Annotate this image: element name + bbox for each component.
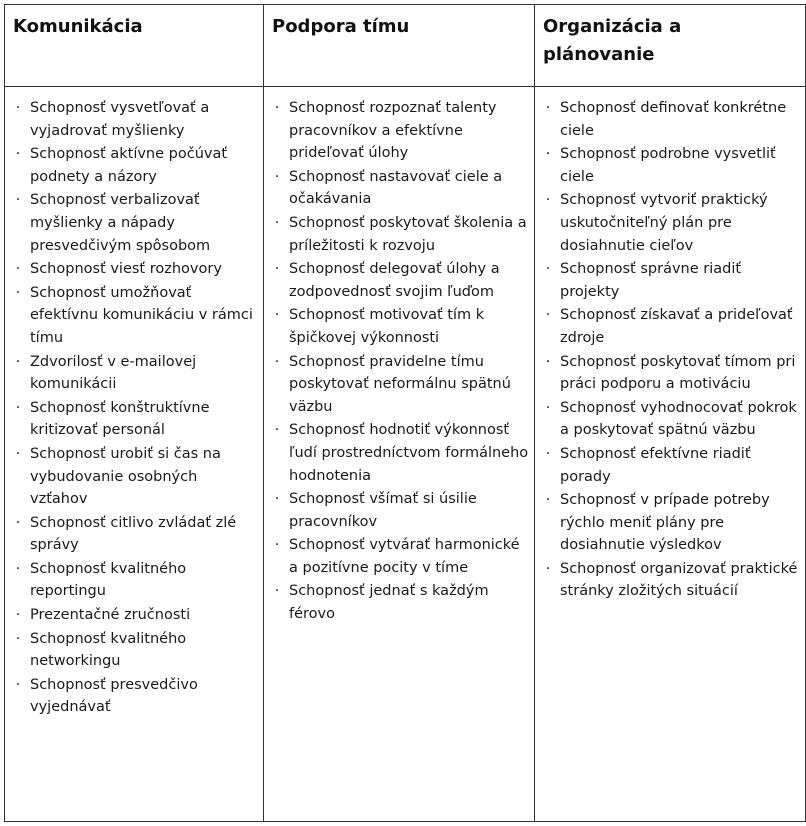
- bullet-icon: ·: [545, 261, 551, 278]
- column-cell-komunikacia: [5, 87, 264, 822]
- skill-text: Schopnosť kvalitného reportingu: [30, 560, 187, 600]
- skill-text: Schopnosť citlivo zvládať zlé správy: [30, 514, 237, 554]
- list-item: [268, 351, 530, 419]
- bullet-icon: ·: [274, 307, 280, 324]
- list-item: [539, 558, 801, 603]
- list-item: [9, 558, 259, 603]
- list-item: [9, 282, 259, 350]
- bullet-icon: ·: [15, 284, 21, 301]
- skill-text: Schopnosť všímať si úsilie pracovníkov: [289, 491, 477, 530]
- bullet-icon: ·: [545, 100, 551, 116]
- list-item: [9, 628, 259, 673]
- skill-text: Schopnosť poskytovať školenia a príležitosti k rozvoju: [289, 214, 527, 254]
- skills-table: [4, 4, 806, 822]
- bullet-icon: ·: [545, 146, 551, 163]
- bullet-icon: ·: [274, 353, 280, 370]
- header-row: [5, 5, 806, 87]
- list-item: [539, 397, 801, 442]
- skill-text: Schopnosť hodnotiť výkonnosť ľudí prostredníctvom formálneho hodnotenia: [289, 422, 529, 484]
- list-item: [9, 143, 259, 188]
- bullet-icon: ·: [15, 146, 21, 163]
- list-item: [9, 97, 259, 142]
- list-item: [268, 488, 530, 533]
- skill-text: Schopnosť poskytovať tímom pri práci podporu a motiváciu: [560, 353, 796, 393]
- skill-text: Schopnosť aktívne počúvať podnety a názory: [30, 146, 228, 185]
- list-item: [9, 443, 259, 511]
- list-item: [539, 489, 801, 557]
- bullet-icon: ·: [274, 100, 280, 116]
- bullet-icon: ·: [15, 399, 21, 416]
- skill-text: Schopnosť delegovať úlohy a zodpovednosť svojim ľuďom: [289, 261, 500, 300]
- column-header-organizacia-planovanie: Organizácia a plánovanie: [535, 5, 806, 87]
- skill-text: Schopnosť motivovať tím k špičkovej výkonnosti: [289, 307, 485, 346]
- list-item: [268, 212, 530, 257]
- bullet-icon: ·: [274, 583, 280, 600]
- skill-text: Schopnosť vytvoriť praktický uskutočniteľný plán pre dosiahnutie cieľov: [560, 192, 768, 254]
- bullet-icon: ·: [274, 491, 280, 508]
- list-item: [539, 443, 801, 488]
- skill-text: Schopnosť jednať s každým férovo: [289, 583, 489, 623]
- list-item: [539, 258, 801, 303]
- list-item: [268, 580, 530, 625]
- skill-text: Schopnosť správne riadiť projekty: [560, 261, 742, 300]
- skill-text: Schopnosť efektívne riadiť porady: [560, 445, 751, 485]
- skill-text: Schopnosť verbalizovať myšlienky a nápady presvedčivým spôsobom: [30, 192, 211, 254]
- skill-text: Schopnosť vytvárať harmonické a pozitívne pocity v tíme: [289, 537, 520, 576]
- content-row: [5, 87, 806, 822]
- list-item: [9, 189, 259, 257]
- list-item: [9, 512, 259, 557]
- skill-text: Schopnosť vysvetľovať a vyjadrovať myšlienky: [30, 100, 210, 139]
- skill-text: Schopnosť viesť rozhovory: [30, 261, 222, 278]
- list-item: [268, 97, 530, 165]
- bullet-icon: ·: [545, 353, 551, 370]
- list-item: [268, 166, 530, 211]
- skill-text: Schopnosť získavať a prideľovať zdroje: [560, 307, 793, 346]
- bullet-icon: ·: [15, 353, 21, 370]
- list-item: [268, 419, 530, 487]
- bullet-icon: ·: [15, 514, 21, 531]
- bullet-icon: ·: [545, 560, 551, 577]
- bullet-icon: ·: [15, 607, 21, 624]
- bullet-icon: ·: [274, 537, 280, 554]
- bullet-icon: ·: [545, 192, 551, 209]
- list-item: [539, 189, 801, 257]
- bullet-icon: ·: [545, 307, 551, 324]
- list-item: [539, 351, 801, 396]
- skill-text: Schopnosť v prípade potreby rýchlo meniť plány pre dosiahnutie výsledkov: [560, 492, 770, 554]
- bullet-icon: ·: [545, 492, 551, 509]
- skill-list-podpora-timu: [268, 97, 530, 626]
- skill-text: Schopnosť podrobne vysvetliť ciele: [560, 146, 776, 185]
- bullet-icon: ·: [545, 445, 551, 462]
- skill-list-organizacia-planovanie: [539, 97, 801, 603]
- skill-text: Schopnosť pravidelne tímu poskytovať neformálnu spätnú väzbu: [289, 353, 511, 415]
- column-cell-organizacia-planovanie: [535, 87, 806, 822]
- skill-text: Schopnosť presvedčivo vyjednávať: [30, 676, 198, 716]
- list-item: [539, 97, 801, 142]
- skill-text: Schopnosť nastavovať ciele a očakávania: [289, 168, 503, 208]
- bullet-icon: ·: [274, 422, 280, 439]
- skill-list-komunikacia: [9, 97, 259, 719]
- skill-text: Schopnosť organizovať praktické stránky zložitých situácií: [560, 560, 798, 600]
- skill-text: Schopnosť vyhodnocovať pokrok a poskytovať spätnú väzbu: [560, 399, 797, 439]
- skill-text: Schopnosť urobiť si čas na vybudovanie osobných vzťahov: [30, 445, 221, 508]
- column-cell-podpora-timu: [264, 87, 535, 822]
- bullet-icon: ·: [15, 261, 21, 278]
- column-header-podpora-timu: Podpora tímu: [264, 5, 535, 87]
- list-item: [9, 258, 259, 281]
- bullet-icon: ·: [15, 560, 21, 577]
- bullet-icon: ·: [274, 261, 280, 278]
- skill-text: Schopnosť definovať konkrétne ciele: [560, 100, 787, 139]
- list-item: [539, 304, 801, 349]
- bullet-icon: ·: [15, 630, 21, 647]
- list-item: [9, 351, 259, 396]
- bullet-icon: ·: [15, 445, 21, 462]
- bullet-icon: ·: [15, 676, 21, 693]
- skill-text: Zdvorilosť v e-mailovej komunikácii: [30, 353, 197, 393]
- bullet-icon: ·: [15, 192, 21, 209]
- skill-text: Schopnosť kvalitného networkingu: [30, 630, 187, 670]
- skill-text: Schopnosť rozpoznať talenty pracovníkov a efektívne prideľovať úlohy: [289, 100, 497, 162]
- list-item: [268, 534, 530, 579]
- list-item: [9, 397, 259, 442]
- bullet-icon: ·: [15, 100, 21, 116]
- skill-text: Schopnosť konštruktívne kritizovať personál: [30, 399, 210, 439]
- bullet-icon: ·: [545, 399, 551, 416]
- bullet-icon: ·: [274, 214, 280, 231]
- list-item: [268, 304, 530, 349]
- skill-text: Schopnosť umožňovať efektívnu komunikáciu v rámci tímu: [30, 284, 253, 346]
- bullet-icon: ·: [274, 168, 280, 185]
- skill-text: Prezentačné zručnosti: [30, 607, 191, 624]
- list-item: [268, 258, 530, 303]
- list-item: [9, 674, 259, 719]
- list-item: [9, 604, 259, 627]
- column-header-komunikacia: Komunikácia: [5, 5, 264, 87]
- list-item: [539, 143, 801, 188]
